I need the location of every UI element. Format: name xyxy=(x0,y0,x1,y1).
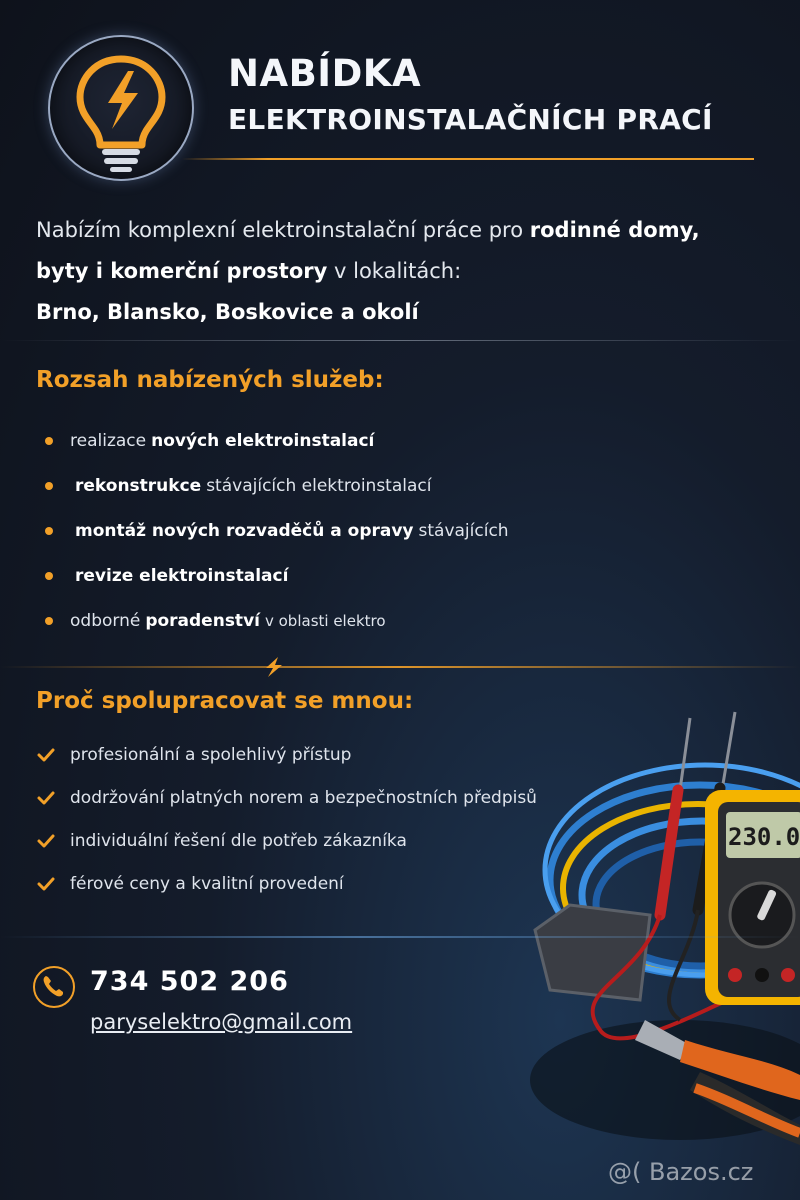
list-item xyxy=(36,776,537,819)
phone-number[interactable]: 734 502 206 xyxy=(90,966,289,997)
divider-1 xyxy=(0,340,800,341)
list-item xyxy=(36,733,537,776)
email-link[interactable]: paryselektro@gmail.com xyxy=(90,1010,353,1034)
why-list xyxy=(36,733,537,905)
item-text: stávajících xyxy=(418,520,509,541)
list-item xyxy=(36,508,509,553)
page-title-line2: ELEKTROINSTALAČNÍCH PRACÍ xyxy=(228,103,713,136)
item-text: dodržování platných norem a bezpečnostních předpisů xyxy=(70,787,537,808)
item-bold: nových elektroinstalací xyxy=(151,430,375,451)
tools-illustration xyxy=(530,700,800,1150)
intro-bold2: byty i komerční prostory xyxy=(36,259,328,283)
multimeter-icon xyxy=(705,790,800,1005)
check-icon xyxy=(36,831,56,851)
title-divider xyxy=(182,158,754,160)
bullet-icon xyxy=(45,572,53,580)
list-item xyxy=(36,819,537,862)
item-text: profesionální a spolehlivý přístup xyxy=(70,744,352,765)
item-text: férové ceny a kvalitní provedení xyxy=(70,873,344,894)
item-bold: poradenství xyxy=(145,610,260,631)
intro-part1: Nabízím komplexní elektroinstalační práce pro xyxy=(36,218,530,242)
bullet-icon xyxy=(45,482,53,490)
watermark: @( Bazos.cz xyxy=(608,1158,754,1186)
page-title-line1: NABÍDKA xyxy=(228,52,422,95)
item-bold: revize elektroinstalací xyxy=(75,565,289,586)
check-icon xyxy=(36,788,56,808)
intro-part2: v lokalitách: xyxy=(327,259,462,283)
intro-bold1: rodinné domy, xyxy=(529,218,700,242)
list-item xyxy=(36,553,509,598)
item-text: odborné xyxy=(70,610,141,631)
list-item xyxy=(36,862,537,905)
bullet-icon xyxy=(45,617,53,625)
check-icon xyxy=(36,745,56,765)
why-heading: Proč spolupracovat se mnou: xyxy=(36,688,414,714)
list-item xyxy=(36,598,509,643)
phone-icon xyxy=(33,966,75,1008)
item-text: realizace xyxy=(70,430,147,451)
bolt-icon xyxy=(266,657,282,677)
divider-2 xyxy=(0,936,800,938)
list-item xyxy=(36,463,509,508)
check-icon xyxy=(36,874,56,894)
services-list xyxy=(36,418,509,643)
multimeter-display: 230.0 xyxy=(728,823,800,851)
bolt-divider xyxy=(0,656,800,678)
intro-locations: Brno, Blansko, Boskovice a okolí xyxy=(36,300,419,324)
item-text: individuální řešení dle potřeb zákazníka xyxy=(70,830,407,851)
item-text: stávajících elektroinstalací xyxy=(206,475,432,496)
item-bold: montáž nových rozvaděčů a opravy xyxy=(75,520,414,541)
item-text: v oblasti elektro xyxy=(264,611,386,630)
bullet-icon xyxy=(45,527,53,535)
bullet-icon xyxy=(45,437,53,445)
logo xyxy=(48,35,194,181)
intro-text xyxy=(36,210,756,333)
lightbulb-bolt-icon xyxy=(50,37,192,179)
list-item xyxy=(36,418,509,463)
services-heading: Rozsah nabízených služeb: xyxy=(36,367,384,393)
item-bold: rekonstrukce xyxy=(75,475,202,496)
